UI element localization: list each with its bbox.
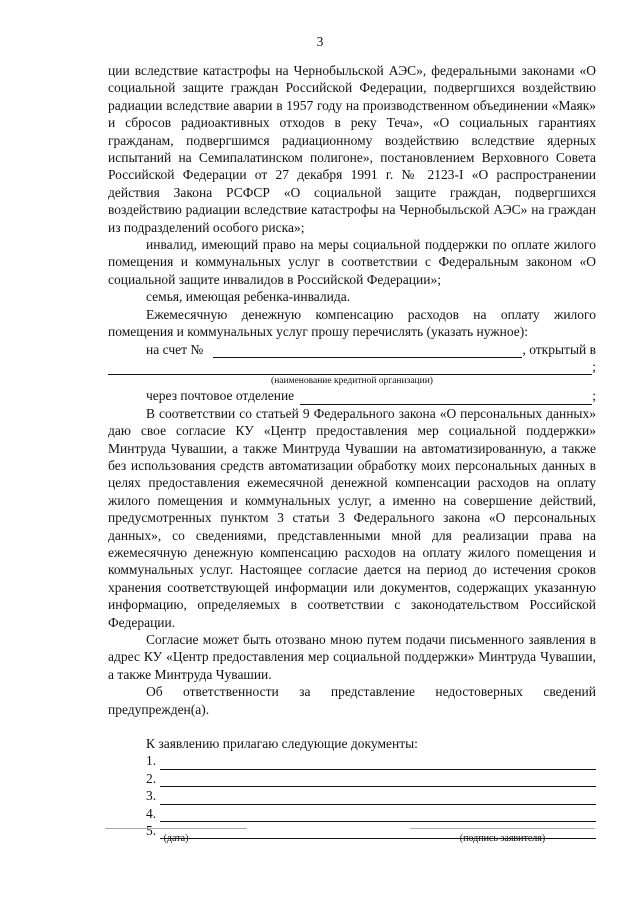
signature-caption: (подпись заявителя)	[459, 833, 546, 844]
attachments-label: К заявлению прилагаю следующие документы:	[146, 736, 418, 752]
document-field[interactable]	[160, 773, 596, 787]
account-tail: , открытый в	[522, 341, 596, 357]
post-semicolon: ;	[592, 388, 596, 404]
document-item: 3.	[146, 787, 596, 804]
paragraph-payment-request: Ежемесячную денежную компенсацию расходов на оплату жилого помещения и коммунальных услуг прошу перечислять (указать нужное):	[108, 306, 596, 340]
account-number-field[interactable]	[213, 345, 522, 358]
bank-row	[108, 358, 596, 375]
page-number: 3	[316, 34, 324, 49]
paragraph-disabled: инвалид, имеющий право на меры социальной поддержки по оплате жилого помещения и коммунальных услуг в соответствии с Федеральным законом «О социальной защите инвалидов в Российской Федерации»;	[108, 237, 596, 287]
paragraph-consent: В соответствии со статьей 9 Федерального закона «О персональных данных» даю свое согласие КУ «Центр предоставления мер социальной поддержки» Минтруда Чувашии, а также Минтруда Чувашии на автоматизированную, а также без использования средств автоматизации обработку моих персональных данных в целях предоставления ежемесячной денежной компенсации расходов на оплату жилого помещения и коммунальных услуг, а именно на совершение действий, предусмотренных пунктом 3 статьи 3 Федерального закона «О персональных данных», со сведениями, представленными мной для реализации права на ежемесячную денежную компенсацию расходов на оплату жилого помещения и коммунальных услуг. Настоящее согласие дается на период до истечения сроков хранения соответствующей информации или документов, содержащих указанную информацию, определяемых в соответствии с законодательством Российской Федерации.	[108, 405, 596, 630]
paragraph-responsibility: Об ответственности за представление недостоверных сведений предупрежден(а).	[108, 684, 596, 717]
paragraph-revoke: Согласие может быть отозвано мною путем подачи письменного заявления в адрес КУ «Центр предоставления мер социальной поддержки» Минтруда Чувашии, а также Минтруда Чувашии.	[108, 632, 596, 682]
bank-semicolon: ;	[592, 358, 596, 374]
document-body	[108, 62, 596, 839]
document-item: 2.	[146, 770, 596, 787]
post-label: через почтовое отделение	[146, 388, 295, 404]
documents-list	[108, 752, 596, 839]
document-item: 4.	[146, 805, 596, 822]
account-label: на счет №	[146, 341, 204, 357]
document-field[interactable]	[160, 756, 596, 770]
paragraph-family: семья, имеющая ребенка-инвалида.	[146, 289, 351, 305]
document-item: 1.	[146, 752, 596, 769]
bank-caption: (наименование кредитной организации)	[271, 376, 433, 387]
document-field[interactable]	[160, 791, 596, 805]
post-row	[108, 387, 596, 404]
date-signature-block	[105, 828, 247, 844]
document-item: 5.	[146, 822, 596, 839]
document-field[interactable]	[160, 808, 596, 822]
account-row	[108, 341, 596, 358]
date-caption: (дата)	[163, 833, 189, 844]
paragraph-legal-basis: ции вследствие катастрофы на Чернобыльской АЭС», федеральными законами «О социальной защите граждан Российской Федерации, подвергшихся воздействию радиации вследствие аварии в 1957 году на производственном объединении «Маяк» и сбросов радиоактивных отходов в реку Теча», «О социальных гарантиях гражданам, подвергшимся радиационному воздействию вследствие ядерных испытаний на Семипалатинском полигоне», постановлением Верховного Совета Российской Федерации от 27 декабря 1991 г. № 2123-I «О распространении действия Закона РСФСР «О социальной защите граждан, подвергшихся воздействию радиации вследствие катастрофы на Чернобыльской АЭС» на граждан из подразделений особого риска»;	[108, 63, 596, 235]
bank-name-field[interactable]	[108, 362, 592, 375]
applicant-signature-block	[410, 828, 595, 844]
post-office-field[interactable]	[300, 392, 592, 405]
